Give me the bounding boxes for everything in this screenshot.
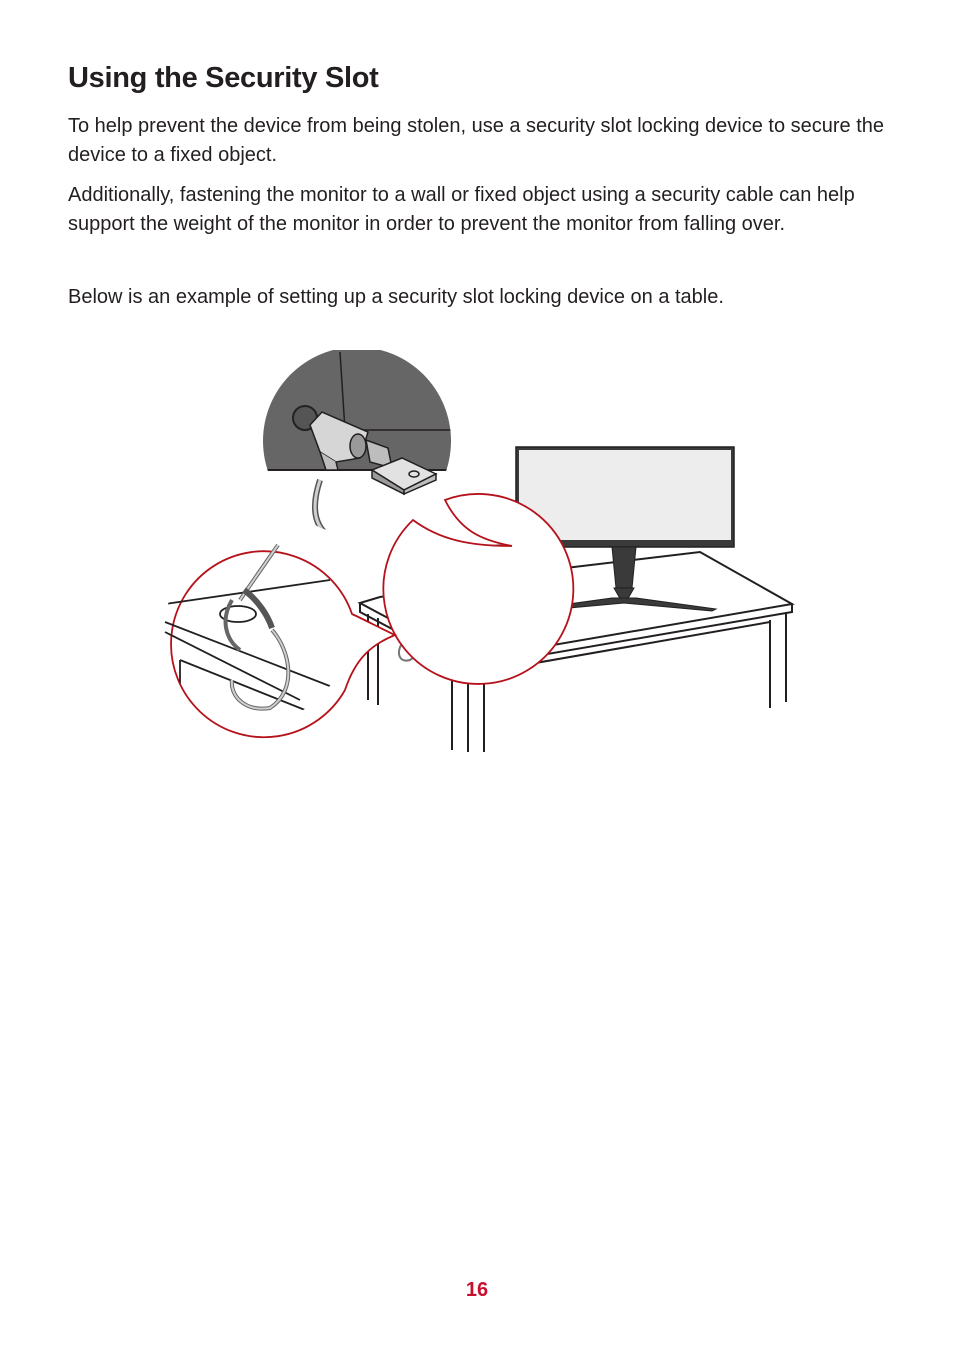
example-paragraph: Below is an example of setting up a security slot locking device on a table. xyxy=(68,286,724,308)
intro-paragraph: To help prevent the device from being stolen, use a security slot locking device to secure the device to a fixed object. xyxy=(68,115,885,166)
cable-support-paragraph: Additionally, fastening the monitor to a wall or fixed object using a security cable can help support the weight of the monitor in order to prevent the monitor from falling over. xyxy=(68,184,855,235)
page-title: Using the Security Slot xyxy=(68,62,379,94)
security-lock-illustration xyxy=(150,340,810,760)
cable-loop-callout xyxy=(165,545,395,737)
page-number: 16 xyxy=(465,1279,489,1301)
